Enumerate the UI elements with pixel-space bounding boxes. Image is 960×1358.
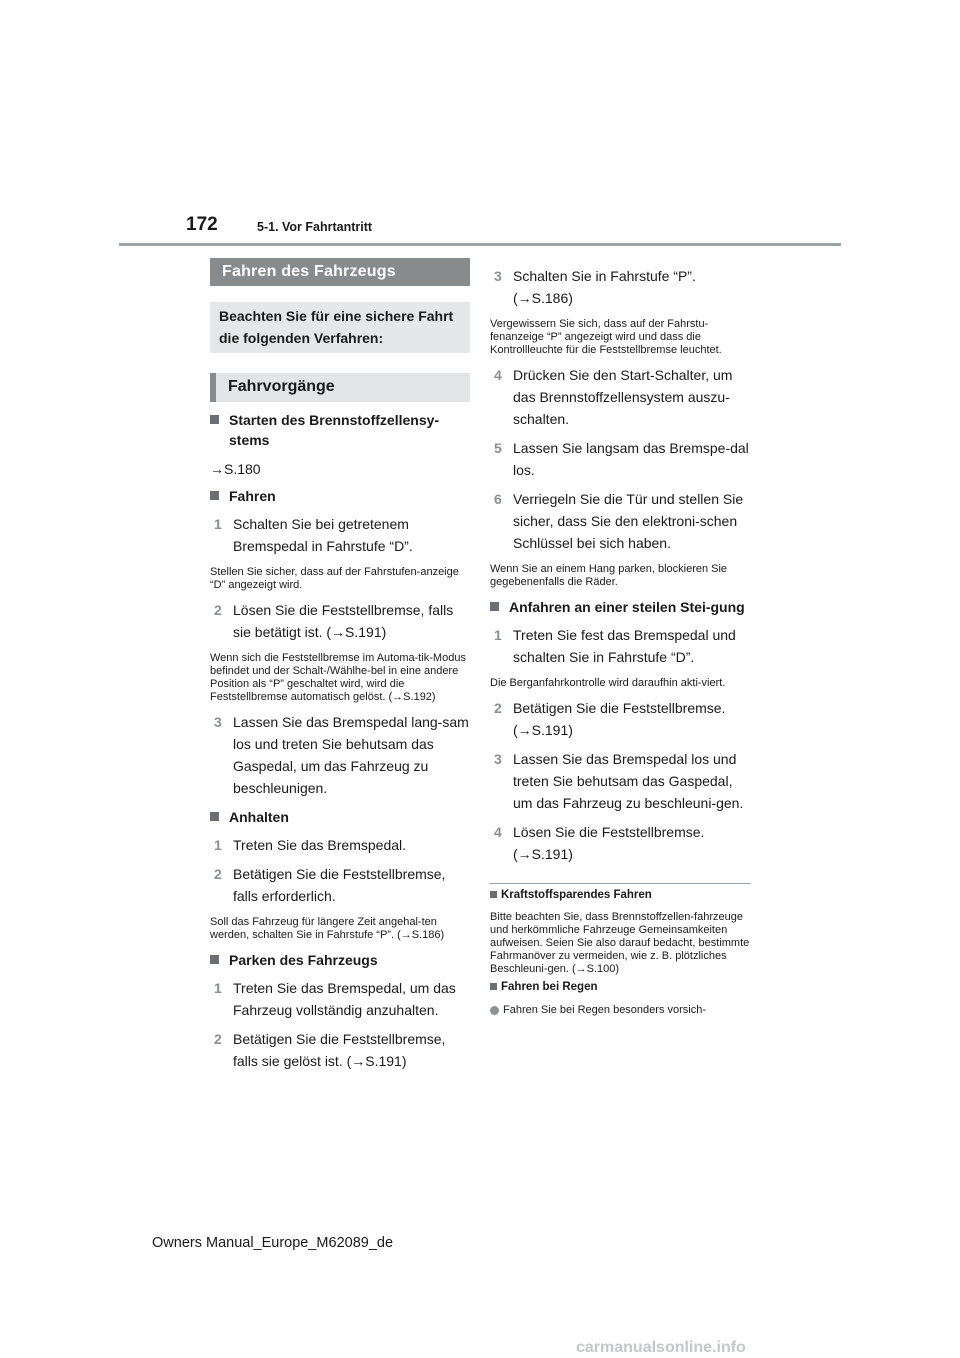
heading-text: Anhalten: [229, 809, 289, 825]
note-text: Wenn sich die Feststellbremse im Automa-tik-Modus befindet und der Schalt-/Wählhe-bel in eine andere Position als “P” geschaltet wird, wird die Feststellbremse automatisch gelöst. (→S.192): [210, 652, 466, 703]
square-bullet-icon: [490, 602, 499, 611]
step-item: [210, 977, 470, 1021]
circle-bullet-icon: [490, 1006, 499, 1015]
step-item: [490, 364, 750, 430]
step-text: Lassen Sie das Bremspedal lang-sam los und treten Sie behutsam das Gaspedal, um das Fahrzeug zu beschleunigen.: [233, 714, 469, 796]
heading-text: Kraftstoffsparendes Fahren: [501, 889, 652, 901]
left-column: [210, 258, 470, 1072]
step-number: 2: [214, 866, 222, 882]
right-body: [490, 265, 750, 1017]
step-item: [210, 863, 470, 907]
bullet-text: Fahren Sie bei Regen besonders vorsich-: [503, 1004, 707, 1016]
step-text: Schalten Sie bei getretenem Bremspedal in Fahrstufe “D”.: [233, 516, 413, 554]
note-text: Die Berganfahrkontrolle wird daraufhin akti-viert.: [490, 677, 726, 689]
step-text: Schalten Sie in Fahrstufe “P”. (→S.186): [513, 268, 696, 306]
note-text: Vergewissern Sie sich, dass auf der Fahrstu-fenanzeige “P” angezeigt wird und dass die Kontrollleuchte für die Feststellbremse leuchtet.: [490, 318, 722, 356]
step-text: Betätigen Sie die Feststellbremse, falls sie gelöst ist. (→S.191): [233, 1031, 446, 1069]
page-reference: →S.180: [210, 461, 261, 477]
step-number: 3: [494, 268, 502, 284]
separator: [490, 883, 750, 884]
step-item: [210, 1028, 470, 1072]
square-bullet-icon: [210, 812, 219, 821]
step-item: [210, 834, 470, 856]
square-bullet-icon: [210, 955, 219, 964]
step-item: [210, 599, 470, 643]
heading-text: Parken des Fahrzeugs: [229, 952, 378, 968]
step-text: Lösen Sie die Feststellbremse, falls sie betätigt ist. (→S.191): [233, 602, 454, 640]
right-column: [490, 258, 750, 1017]
step-item: [490, 488, 750, 554]
step-item: [490, 265, 750, 309]
header-rule: [119, 243, 841, 246]
step-item: [490, 697, 750, 741]
step-item: [210, 711, 470, 799]
heading-text: Anfahren an einer steilen Stei-gung: [509, 599, 745, 615]
step-number: 1: [214, 980, 222, 996]
step-item: [490, 748, 750, 814]
step-number: 2: [214, 602, 222, 618]
step-number: 1: [214, 516, 222, 532]
left-body: [210, 410, 470, 1072]
step-text: Betätigen Sie die Feststellbremse. (→S.191): [513, 700, 726, 738]
step-number: 6: [494, 491, 502, 507]
note-text: Bitte beachten Sie, dass Brennstoffzellen-fahrzeuge und herkömmliche Fahrzeuge Gemeinsamkeiten aufweisen. Seien Sie also darauf bedacht, bestimmte Fahrmanöver zu vermeiden, wie z. B. plötzliches Beschleuni-gen. (→S.100): [490, 911, 750, 975]
sub-heading: [490, 888, 750, 902]
step-text: Verriegeln Sie die Tür und stellen Sie sicher, dass Sie den elektroni-schen Schlüssel bei sich haben.: [513, 491, 744, 551]
step-number: 5: [494, 440, 502, 456]
step-text: Treten Sie das Bremspedal.: [233, 837, 407, 853]
page-number: 172: [186, 214, 218, 235]
step-item: [490, 437, 750, 481]
step-text: Drücken Sie den Start-Schalter, um das Brennstoffzellensystem auszu-schalten.: [513, 367, 733, 427]
square-bullet-icon: [210, 491, 219, 500]
step-number: 2: [494, 700, 502, 716]
section-heading: [210, 807, 470, 827]
section-heading: [210, 950, 470, 970]
note-text: Stellen Sie sicher, dass auf der Fahrstufen-anzeige “D” angezeigt wird.: [210, 566, 459, 591]
step-number: 4: [494, 824, 502, 840]
step-text: Treten Sie fest das Bremspedal und schalten Sie in Fahrstufe “D”.: [513, 627, 736, 665]
section-title: Fahren des Fahrzeugs: [210, 258, 470, 286]
step-item: [210, 513, 470, 557]
note-text: Soll das Fahrzeug für längere Zeit angehal-ten werden, schalten Sie in Fahrstufe “P”. (→S.186): [210, 916, 445, 941]
step-text: Treten Sie das Bremspedal, um das Fahrzeug vollständig anzuhalten.: [233, 980, 456, 1018]
step-text: Lösen Sie die Feststellbremse. (→S.191): [513, 824, 705, 862]
square-bullet-icon: [490, 983, 497, 990]
step-item: [490, 821, 750, 865]
section-heading: [490, 597, 750, 617]
step-number: 1: [214, 837, 222, 853]
section-heading: [210, 486, 470, 506]
heading-text: Fahren: [229, 488, 276, 504]
step-number: 3: [214, 714, 222, 730]
step-item: [490, 624, 750, 668]
chapter-title: 5-1. Vor Fahrtantritt: [257, 220, 373, 234]
step-number: 3: [494, 751, 502, 767]
step-number: 1: [494, 627, 502, 643]
note-text: Wenn Sie an einem Hang parken, blockieren Sie gegebenenfalls die Räder.: [490, 563, 728, 588]
square-bullet-icon: [210, 415, 219, 424]
step-text: Lassen Sie langsam das Bremspe-dal los.: [513, 440, 749, 478]
watermark: carmanualsonline.info: [576, 1339, 746, 1356]
step-text: Betätigen Sie die Feststellbremse, falls erforderlich.: [233, 866, 446, 904]
footer-text: Owners Manual_Europe_M62089_de: [152, 1235, 394, 1251]
square-bullet-icon: [490, 891, 497, 898]
step-number: 4: [494, 367, 502, 383]
section-heading: [210, 410, 470, 450]
heading-text: Fahren bei Regen: [501, 981, 598, 993]
bullet-item: [490, 1004, 750, 1017]
step-text: Lassen Sie das Bremspedal los und treten Sie behutsam das Gaspedal, um das Fahrzeug zu beschleuni-gen.: [513, 751, 744, 811]
step-number: 2: [214, 1031, 222, 1047]
intro-box: Beachten Sie für eine sichere Fahrt die folgenden Verfahren:: [210, 302, 470, 353]
subsection-title: Fahrvorgänge: [210, 373, 470, 402]
sub-heading: [490, 980, 750, 994]
heading-text: Starten des Brennstoffzellensy-stems: [229, 412, 440, 448]
